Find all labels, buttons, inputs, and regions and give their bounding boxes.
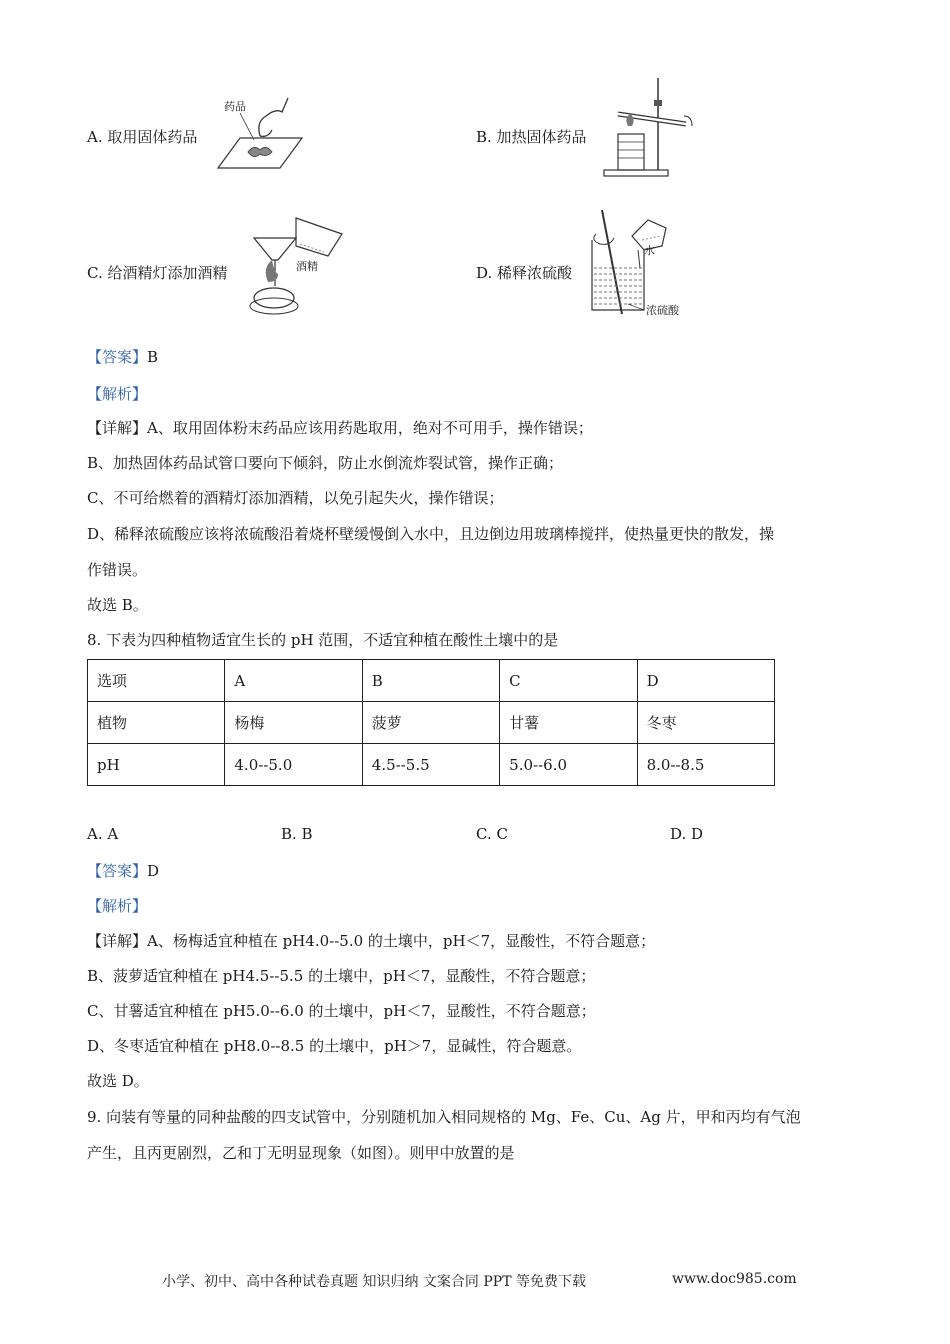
conclusion-line: 故选 D。 bbox=[87, 1072, 149, 1090]
table-cell: B bbox=[362, 660, 499, 702]
explanation-line: D、冬枣适宜种植在 pH8.0--8.5 的土壤中，pH＞7，显碱性，符合题意。 bbox=[87, 1037, 582, 1055]
explanation-line: B、加热固体药品试管口要向下倾斜，防止水倒流炸裂试管，操作正确； bbox=[87, 454, 564, 472]
explanation-line: B、菠萝适宜种植在 pH4.5--5.5 的土壤中，pH＜7，显酸性，不符合题意； bbox=[87, 967, 596, 985]
table-cell: pH bbox=[88, 744, 225, 786]
table-row bbox=[88, 702, 775, 744]
ph-table bbox=[87, 659, 775, 786]
explanation-line: C、不可给燃着的酒精灯添加酒精，以免引起失火，操作错误； bbox=[87, 489, 504, 507]
table-cell: 杨梅 bbox=[225, 702, 362, 744]
table-cell: 5.0--6.0 bbox=[500, 744, 637, 786]
explanation-line: A、杨梅适宜种植在 pH4.0--5.0 的土壤中，pH＜7，显酸性，不符合题意； bbox=[147, 932, 656, 950]
answer-value: D bbox=[147, 862, 160, 880]
figure-a-label: 药品 bbox=[224, 100, 246, 113]
q9-stem-line2: 产生，且丙更剧烈，乙和丁无明显现象（如图）。则甲中放置的是 bbox=[87, 1144, 515, 1162]
answer-tag: 【答案】 bbox=[87, 862, 148, 880]
analysis-tag: 【解析】 bbox=[87, 897, 148, 915]
explanation-line: 作错误。 bbox=[87, 561, 148, 579]
q8-option-a: A. A bbox=[87, 825, 119, 843]
detail-tag: 【详解】 bbox=[87, 932, 148, 950]
table-cell: A bbox=[225, 660, 362, 702]
figure-d-acid-label: 浓硫酸 bbox=[646, 304, 679, 317]
q8-stem: 8. 下表为四种植物适宜生长的 pH 范围，不适宜种植在酸性土壤中的是 bbox=[87, 631, 559, 649]
option-c-label: C. 给酒精灯添加酒精 bbox=[87, 264, 228, 282]
table-cell: C bbox=[500, 660, 637, 702]
option-d-label: D. 稀释浓硫酸 bbox=[476, 264, 573, 282]
option-b-label: B. 加热固体药品 bbox=[476, 128, 587, 146]
explanation-line: D、稀释浓硫酸应该将浓硫酸沿着烧杯壁缓慢倒入水中，且边倒边用玻璃棒搅拌，使热量更快的散发，操 bbox=[87, 525, 775, 543]
q8-answer bbox=[87, 860, 159, 881]
footer-text: 小学、初中、高中各种试卷真题 知识归纳 文案合同 PPT 等免费下载 bbox=[162, 1274, 586, 1290]
answer-value: B bbox=[147, 348, 159, 366]
figure-solid-taking bbox=[210, 96, 305, 174]
q8-option-c: C. C bbox=[476, 825, 508, 843]
explanation-line: A、取用固体粉末药品应该用药匙取用，绝对不可用手，操作错误； bbox=[147, 419, 593, 437]
table-row bbox=[88, 660, 775, 702]
figure-alcohol-lamp bbox=[244, 216, 349, 320]
table-cell: 选项 bbox=[88, 660, 225, 702]
table-cell: 4.0--5.0 bbox=[225, 744, 362, 786]
explanation-line: C、甘薯适宜种植在 pH5.0--6.0 的土壤中，pH＜7，显酸性，不符合题意； bbox=[87, 1002, 596, 1020]
figure-c-label: 酒精 bbox=[296, 260, 318, 273]
table-cell: 甘薯 bbox=[500, 702, 637, 744]
answer-tag: 【答案】 bbox=[87, 348, 148, 366]
table-cell: 植物 bbox=[88, 702, 225, 744]
table-cell: 冬枣 bbox=[637, 702, 774, 744]
q8-option-b: B. B bbox=[281, 825, 313, 843]
detail-tag: 【详解】 bbox=[87, 419, 148, 437]
table-cell: 4.5--5.5 bbox=[362, 744, 499, 786]
q7-answer bbox=[87, 346, 158, 367]
analysis-tag: 【解析】 bbox=[87, 385, 148, 403]
conclusion-line: 故选 B。 bbox=[87, 596, 148, 614]
figure-heating-tube bbox=[600, 76, 695, 178]
figure-d-water-label: 水 bbox=[644, 244, 655, 257]
table-cell: D bbox=[637, 660, 774, 702]
option-a-label: A. 取用固体药品 bbox=[87, 128, 198, 146]
figure-dilute-acid bbox=[588, 206, 688, 320]
q7-detail-line bbox=[87, 417, 593, 438]
table-row bbox=[88, 744, 775, 786]
q8-detail-line bbox=[87, 930, 655, 951]
footer-link[interactable]: www.doc985.com bbox=[672, 1271, 797, 1287]
table-cell: 8.0--8.5 bbox=[637, 744, 774, 786]
table-cell: 菠萝 bbox=[362, 702, 499, 744]
q9-stem-line1: 9. 向装有等量的同种盐酸的四支试管中，分别随机加入相同规格的 Mg、Fe、Cu、Ag 片，甲和丙均有气泡 bbox=[87, 1108, 801, 1126]
q8-option-d: D. D bbox=[670, 825, 704, 843]
